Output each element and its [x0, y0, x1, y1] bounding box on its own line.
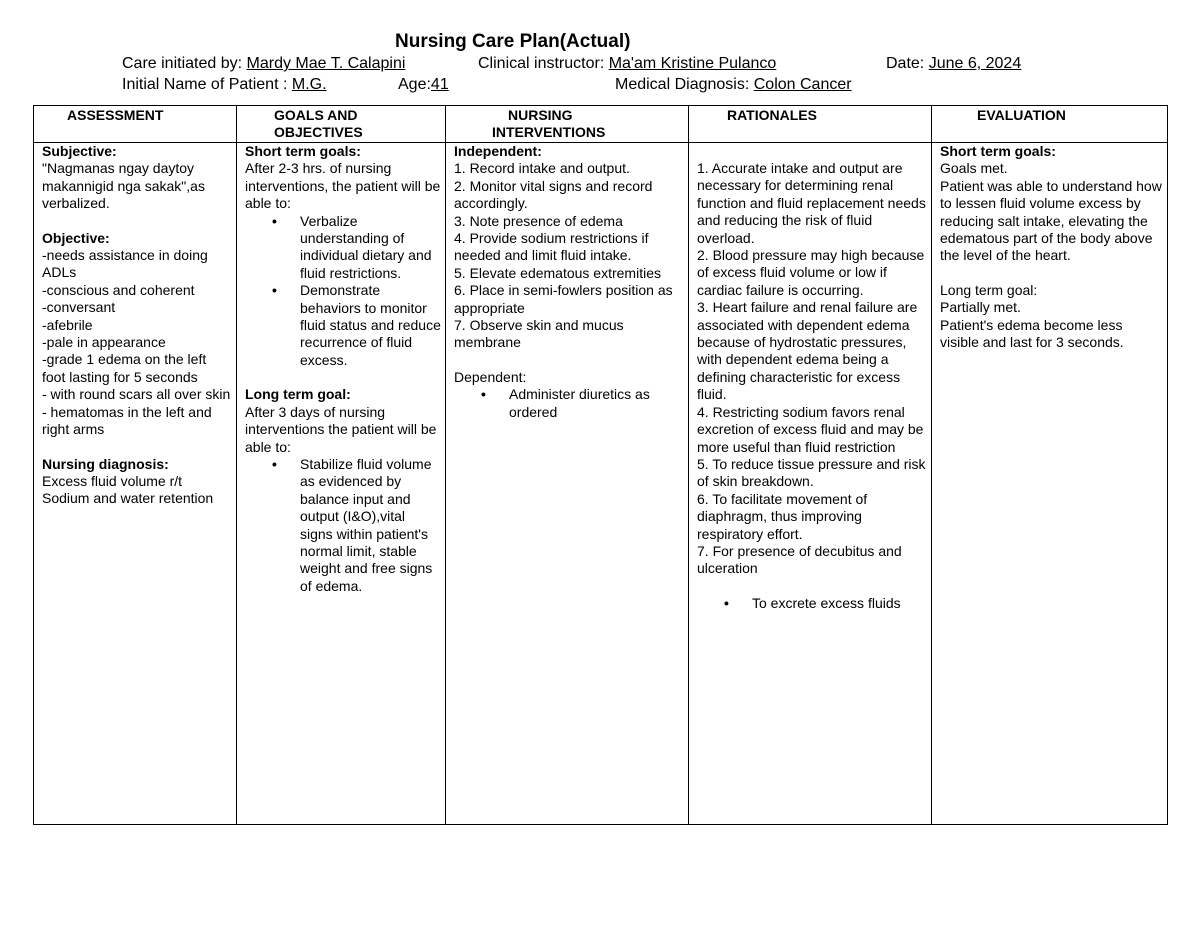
age-label: Age: [398, 76, 431, 93]
short-term-goals-intro: After 2-3 hrs. of nursing interventions, the patient will be able to: [245, 160, 441, 212]
evaluation-long-status: Partially met. [940, 299, 1021, 316]
intervention-item: 1. Record intake and output. [454, 160, 630, 177]
age-line [398, 75, 449, 95]
care-initiated-line [122, 54, 405, 74]
short-term-goals-list [245, 213, 441, 370]
list-item: • Stabilize fluid volume as evidenced by balance input and output (I&O),vital signs within patient's normal limit, stable weight and free signs of edema. [300, 456, 441, 595]
evaluation-short-heading: Short term goals: [940, 143, 1056, 159]
objective-item: -grade 1 edema on the left foot lasting for 5 seconds [42, 351, 207, 385]
date-label: Date: [886, 55, 929, 72]
date-value: June 6, 2024 [928, 55, 1022, 72]
dependent-list [454, 386, 684, 421]
objective-item: -conscious and coherent [42, 281, 195, 298]
objective-item: -pale in appearance [42, 334, 166, 351]
intervention-item: 6. Place in semi-fowlers position as appropriate [454, 282, 673, 316]
intervention-item: 4. Provide sodium restrictions if needed and limit fluid intake. [454, 230, 649, 264]
list-item: • To excrete excess fluids [752, 595, 927, 612]
patient-name-value: M.G. [291, 76, 327, 93]
rationales-cell [689, 143, 932, 825]
assessment-cell [34, 143, 237, 825]
independent-heading: Independent: [454, 143, 542, 159]
care-initiated-value: Mardy Mae T. Calapini [246, 55, 406, 72]
column-header-interventions: NURSING INTERVENTIONS [446, 106, 689, 143]
document-title: Nursing Care Plan(Actual) [395, 31, 631, 52]
rationale-item: 7. For presence of decubitus and ulceration [697, 542, 902, 577]
objective-item: -needs assistance in doing ADLs [42, 247, 208, 281]
goals-cell [237, 143, 446, 825]
subjective-heading: Subjective: [42, 143, 117, 159]
dependent-heading: Dependent: [454, 368, 527, 385]
patient-name-line [122, 75, 327, 95]
objective-item: - hematomas in the left and right arms [42, 403, 212, 438]
column-header-rationales: RATIONALES [689, 106, 932, 143]
long-term-goal-intro: After 3 days of nursing interventions the patient will be able to: [245, 403, 437, 455]
nursing-diagnosis-heading: Nursing diagnosis: [42, 455, 169, 472]
intervention-item: 7. Observe skin and mucus membrane [454, 317, 624, 351]
intervention-item: 2. Monitor vital signs and record accordingly. [454, 177, 653, 212]
rationale-item: 2. Blood pressure may high because of excess fluid volume or low if cardiac failure is occurring. [697, 247, 925, 298]
intervention-item: 3. Note presence of edema [454, 212, 623, 229]
evaluation-long-text: Patient's edema become less visible and last for 3 seconds. [940, 316, 1124, 351]
care-initiated-label: Care initiated by: [122, 55, 247, 72]
rationale-item: 5. To reduce tissue pressure and risk of skin breakdown. [697, 455, 926, 490]
objective-item: - with round scars all over skin [42, 386, 231, 403]
long-term-goal-heading: Long term goal: [245, 386, 351, 403]
objective-heading: Objective: [42, 229, 110, 246]
short-term-goals-heading: Short term goals: [245, 143, 361, 159]
evaluation-cell [932, 143, 1168, 825]
interventions-cell [446, 143, 689, 825]
clinical-instructor-value: Ma'am Kristine Pulanco [608, 55, 777, 72]
rationale-dependent-list [697, 595, 927, 612]
column-header-assessment: ASSESSMENT [34, 106, 237, 143]
list-item: • Administer diuretics as ordered [509, 386, 684, 421]
list-item: • Verbalize understanding of individual dietary and fluid restrictions. [300, 213, 441, 283]
subjective-text: "Nagmanas ngay daytoy makannigid nga sakak",as verbalized. [42, 160, 205, 212]
clinical-instructor-label: Clinical instructor: [478, 55, 609, 72]
objective-item: -afebrile [42, 316, 93, 333]
clinical-instructor-line [478, 54, 776, 74]
intervention-item: 5. Elevate edematous extremities [454, 264, 661, 281]
list-item: • Demonstrate behaviors to monitor fluid status and reduce recurrence of fluid excess. [300, 282, 441, 369]
rationale-item: 6. To facilitate movement of diaphragm, thus improving respiratory effort. [697, 490, 868, 542]
rationale-item: 1. Accurate intake and output are necessary for determining renal function and fluid replacement needs and reducing the risk of fluid overload. [697, 160, 926, 246]
evaluation-long-heading: Long term goal: [940, 281, 1038, 298]
care-plan-table [33, 105, 1168, 825]
column-header-evaluation: EVALUATION [932, 106, 1168, 143]
patient-name-label: Initial Name of Patient : [122, 76, 292, 93]
objective-item: -conversant [42, 299, 116, 316]
table-body-row [34, 143, 1168, 825]
medical-diagnosis-line [615, 75, 852, 95]
date-line [886, 54, 1021, 74]
rationale-item: 3. Heart failure and renal failure are associated with dependent edema because of hydrostatic pressures, with dependent edema being a defining characteristic for excess fluid. [697, 299, 918, 403]
evaluation-short-status: Goals met. [940, 160, 1008, 177]
evaluation-short-text: Patient was able to understand how to lessen fluid volume excess by reducing salt intake, elevating the edematous part of the body above the level of the heart. [940, 177, 1162, 264]
nursing-diagnosis-text: Excess fluid volume r/t Sodium and water retention [42, 472, 214, 507]
age-value: 41 [430, 76, 449, 93]
table-header-row [34, 106, 1168, 143]
medical-diagnosis-value: Colon Cancer [753, 76, 852, 93]
rationale-item: 4. Restricting sodium favors renal excretion of excess fluid and may be more useful than fluid restriction [697, 403, 924, 455]
long-term-goal-list [245, 456, 441, 595]
medical-diagnosis-label: Medical Diagnosis: [615, 76, 754, 93]
column-header-goals: GOALS AND OBJECTIVES [237, 106, 446, 143]
